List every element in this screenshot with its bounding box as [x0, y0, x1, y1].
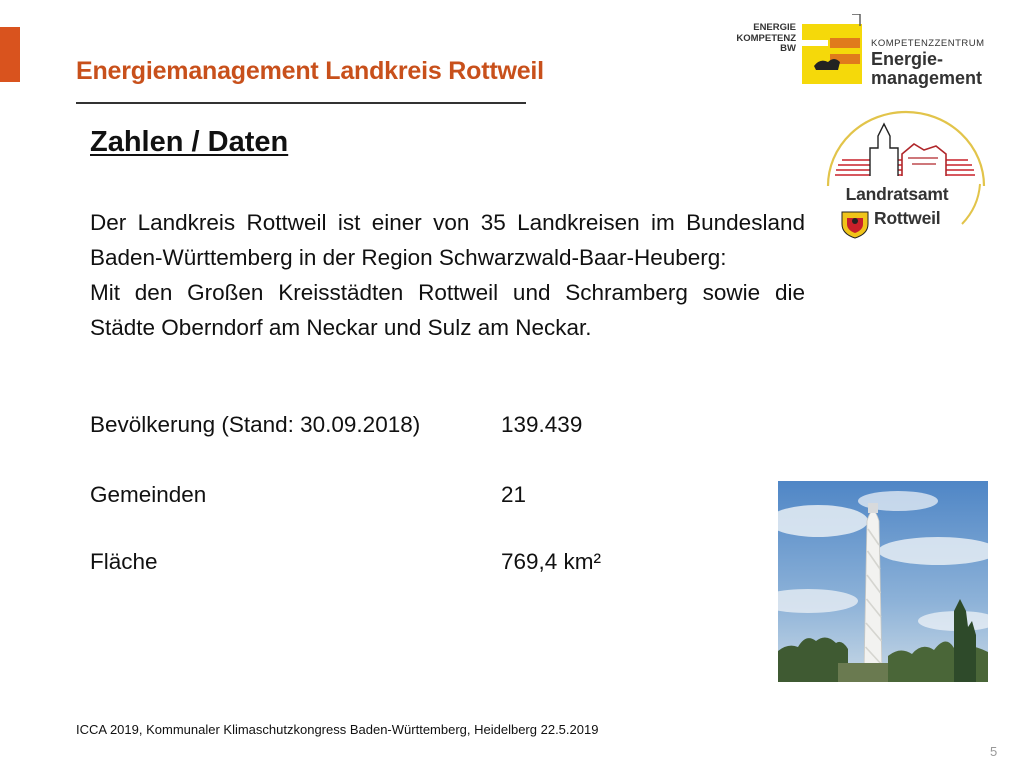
ek-logo-left-text [730, 23, 796, 55]
stat-label: Bevölkerung (Stand: 30.09.2018) [90, 412, 421, 437]
title-divider [76, 102, 526, 104]
page-title: Energiemanagement Landkreis Rottweil [76, 57, 544, 85]
landratsamt-logo [822, 108, 988, 244]
ek-logo-title-line: management [871, 68, 983, 88]
landratsamt-subtitle: Rottweil [874, 208, 941, 228]
paragraph-intro: Der Landkreis Rottweil ist einer von 35 Landkreisen im Bundesland Baden-Württemberg in der Region Schwarzwald-Baar-Heuberg: [90, 210, 805, 270]
stat-value: 21 [501, 482, 527, 507]
energie-kompetenz-logo [730, 14, 1000, 94]
ek-logo-subtitle: KOMPETENZZENTRUM [871, 38, 985, 49]
section-heading: Zahlen / Daten [90, 126, 289, 158]
stat-label: Fläche [90, 549, 158, 574]
page-number: 5 [990, 744, 998, 759]
ek-logo-line: BW [780, 43, 796, 54]
stat-value: 769,4 km² [501, 549, 602, 574]
ek-logo-right-text [871, 38, 985, 87]
tower-photo [778, 481, 988, 682]
paragraph-cities: Mit den Großen Kreisstädten Rottweil und Schramberg sowie die Städte Oberndorf am Neckar und Sulz am Neckar. [90, 280, 805, 340]
ek-logo-line: ENERGIE [753, 22, 796, 33]
ek-logo-line: KOMPETENZ [736, 32, 796, 44]
ek-logo-mark-icon [800, 14, 870, 94]
landratsamt-title: Landratsamt [845, 184, 949, 204]
stat-value: 139.439 [501, 412, 583, 437]
body-text [90, 205, 805, 345]
accent-bar [0, 27, 20, 82]
footer-text: ICCA 2019, Kommunaler Klimaschutzkongress Baden-Württemberg, Heidelberg 22.5.2019 [76, 722, 599, 737]
ek-logo-title-line: Energie- [871, 49, 944, 69]
stat-label: Gemeinden [90, 482, 207, 507]
